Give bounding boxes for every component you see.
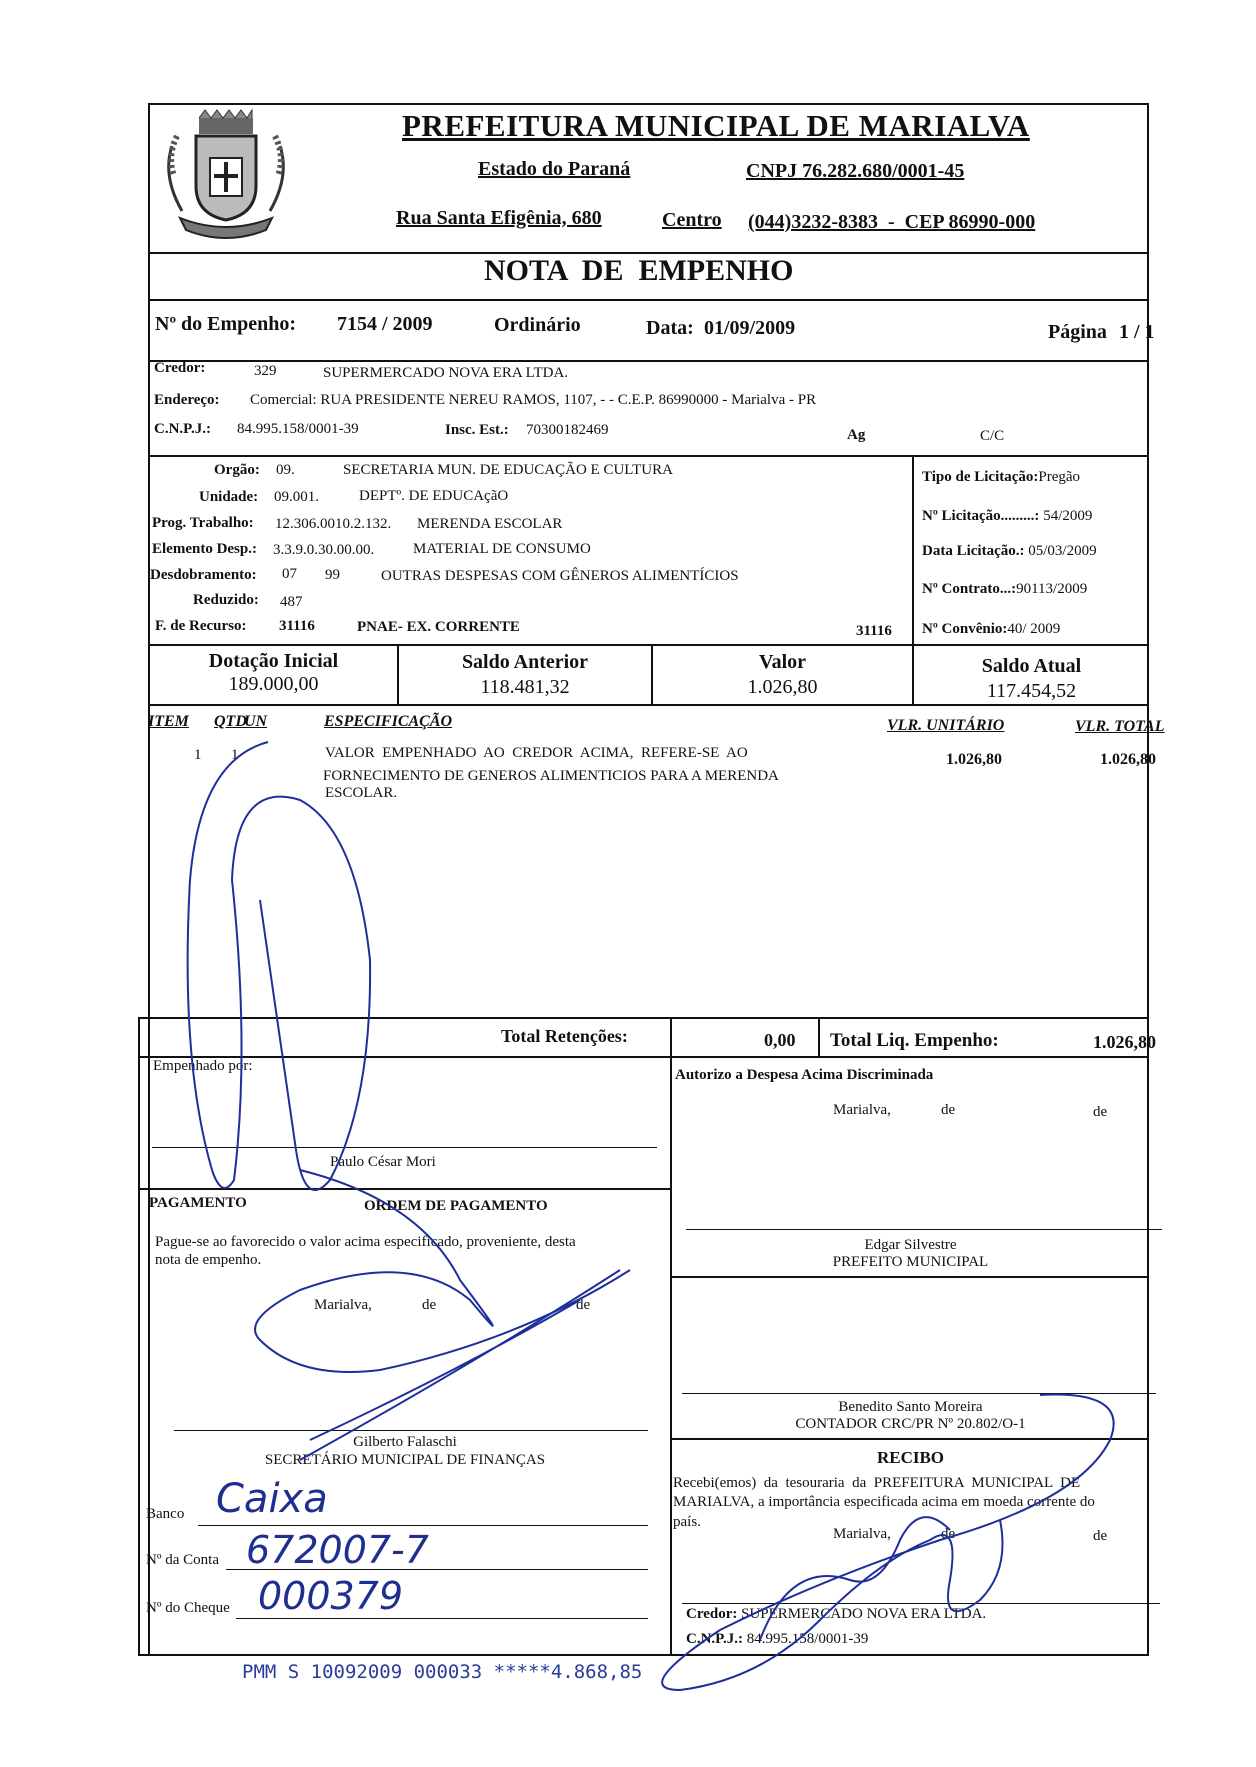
col-header-un: UN bbox=[244, 713, 268, 730]
recurso-code: 31116 bbox=[279, 618, 315, 634]
retencoes-value: 0,00 bbox=[764, 1030, 796, 1050]
recibo-credor: Credor: SUPERMERCADO NOVA ERA LTDA. bbox=[686, 1606, 987, 1622]
col-header-qtd: QTD bbox=[214, 713, 247, 730]
secretario-role: SECRETÁRIO MUNICIPAL DE FINANÇAS bbox=[264, 1452, 546, 1468]
col-header-especificacao: ESPECIFICAÇÃO bbox=[324, 713, 453, 730]
desdobramento-name: OUTRAS DESPESAS COM GÊNEROS ALIMENTÍCIOS bbox=[381, 568, 739, 584]
elemento-code: 3.3.9.0.30.00.00. bbox=[273, 542, 375, 558]
empenho-type: Ordinário bbox=[494, 314, 581, 336]
address-label: Endereço: bbox=[154, 392, 220, 408]
prog-label: Prog. Trabalho: bbox=[152, 515, 254, 531]
dotacao-inicial-label: Dotação Inicial bbox=[208, 650, 339, 672]
reduzido-label: Reduzido: bbox=[193, 592, 259, 608]
total-liquido-label: Total Liq. Empenho: bbox=[830, 1030, 999, 1051]
recurso-code-right: 31116 bbox=[856, 623, 892, 639]
elemento-name: MATERIAL DE CONSUMO bbox=[413, 541, 591, 557]
orgao-label: Orgão: bbox=[214, 462, 260, 478]
recibo-de-1: de bbox=[941, 1526, 956, 1542]
payment-stamp: PMM S 10092009 000033 *****4.868,85 bbox=[242, 1661, 643, 1683]
credor-code: 329 bbox=[254, 363, 277, 379]
insc-value: 70300182469 bbox=[526, 422, 609, 438]
cnpj-header: CNPJ 76.282.680/0001-45 bbox=[746, 160, 965, 182]
ag-label: Ag bbox=[847, 427, 866, 443]
prog-name: MERENDA ESCOLAR bbox=[417, 516, 563, 532]
item-spec-line-3: ESCOLAR. bbox=[325, 785, 398, 801]
item-spec-line-2: FORNECIMENTO DE GENEROS ALIMENTICIOS PARA A MERENDA bbox=[323, 768, 779, 784]
secretario-name: Gilberto Falaschi bbox=[353, 1434, 457, 1450]
credor-name: SUPERMERCADO NOVA ERA LTDA. bbox=[323, 365, 569, 381]
autorizo-de-1: de bbox=[941, 1102, 956, 1118]
contador-role: CONTADOR CRC/PR Nº 20.802/O-1 bbox=[795, 1416, 1026, 1432]
desdobramento-code2: 99 bbox=[325, 567, 340, 583]
contador-name: Benedito Santo Moreira bbox=[838, 1399, 983, 1415]
date-label: Data: bbox=[646, 317, 694, 339]
item-unit-value: 1.026,80 bbox=[946, 751, 1002, 768]
convenio-number: Nº Convênio:40/ 2009 bbox=[922, 621, 1061, 637]
pagamento-text-line-1: Pague-se ao favorecido o valor acima especificado, proveniente, desta bbox=[155, 1234, 576, 1250]
empenho-number: 7154 / 2009 bbox=[337, 313, 433, 335]
saldo-anterior-label: Saldo Anterior bbox=[461, 651, 589, 673]
document-title: NOTA DE EMPENHO bbox=[484, 254, 794, 287]
state-name: Estado do Paraná bbox=[478, 158, 631, 180]
dotacao-inicial-value: 189.000,00 bbox=[228, 673, 319, 695]
district: Centro bbox=[662, 209, 722, 231]
recibo-city: Marialva, bbox=[833, 1526, 891, 1542]
page-title: PREFEITURA MUNICIPAL DE MARIALVA bbox=[402, 108, 1030, 143]
signature-stroke bbox=[300, 1270, 620, 1460]
signature-stroke bbox=[188, 742, 370, 1190]
saldo-atual-value: 117.454,52 bbox=[986, 680, 1077, 702]
valor-value: 1.026,80 bbox=[747, 676, 818, 698]
empenhado-por-name: Paulo César Mori bbox=[330, 1154, 436, 1170]
licitacao-number: Nº Licitação.........: 54/2009 bbox=[922, 508, 1093, 524]
item-spec-line-1: VALOR EMPENHADO AO CREDOR ACIMA, REFERE-SE AO bbox=[325, 745, 748, 761]
recibo-de-2: de bbox=[1093, 1528, 1108, 1544]
item-qtd: 1 bbox=[231, 747, 239, 763]
total-liquido-value: 1.026,80 bbox=[1093, 1032, 1156, 1052]
recibo-text-line-2: MARIALVA, a importância especificada acima em moeda corrente do bbox=[673, 1494, 1095, 1510]
conta-label: Nº da Conta bbox=[146, 1552, 219, 1568]
insc-label: Insc. Est.: bbox=[445, 422, 509, 438]
empenhado-por-label: Empenhado por: bbox=[153, 1058, 253, 1074]
reduzido-value: 487 bbox=[280, 594, 303, 610]
pagamento-de-1: de bbox=[422, 1297, 437, 1313]
recibo-cnpj: C.N.P.J.: 84.995.158/0001-39 bbox=[686, 1631, 869, 1647]
col-header-total-value: VLR. TOTAL bbox=[1075, 718, 1165, 735]
unidade-name: DEPTº. DE EDUCAçãO bbox=[359, 488, 509, 504]
recurso-name: PNAE- EX. CORRENTE bbox=[357, 619, 520, 635]
cnpj-label: C.N.P.J.: bbox=[154, 421, 211, 437]
signature-stroke bbox=[662, 1395, 1113, 1690]
recibo-title: RECIBO bbox=[876, 1448, 945, 1467]
prog-code: 12.306.0010.2.132. bbox=[275, 516, 392, 532]
banco-value: Caixa bbox=[216, 1476, 328, 1522]
signature-stroke bbox=[760, 1517, 950, 1640]
pagamento-de-2: de bbox=[576, 1297, 591, 1313]
signature-stroke bbox=[255, 1170, 630, 1372]
street-address: Rua Santa Efigênia, 680 bbox=[396, 207, 602, 229]
col-header-item: ITEM bbox=[148, 713, 189, 730]
saldo-anterior-value: 118.481,32 bbox=[480, 676, 570, 698]
elemento-label: Elemento Desp.: bbox=[152, 541, 257, 557]
conta-value: 672007-7 bbox=[246, 1528, 429, 1572]
saldo-atual-label: Saldo Atual bbox=[981, 655, 1082, 677]
item-number: 1 bbox=[194, 747, 202, 763]
pagamento-city: Marialva, bbox=[314, 1297, 372, 1313]
autorizo-de-2: de bbox=[1093, 1104, 1108, 1120]
credor-cnpj: 84.995.158/0001-39 bbox=[237, 421, 359, 437]
credor-address: Comercial: RUA PRESIDENTE NEREU RAMOS, 1107, - - C.E.P. 86990000 - Marialva - PR bbox=[250, 392, 817, 408]
unidade-label: Unidade: bbox=[199, 489, 259, 505]
recibo-text-line-3: país. bbox=[673, 1514, 701, 1530]
prefeito-name: Edgar Silvestre bbox=[864, 1237, 957, 1253]
item-total-value: 1.026,80 bbox=[1100, 751, 1156, 768]
recurso-label: F. de Recurso: bbox=[155, 618, 247, 634]
empenho-date: 01/09/2009 bbox=[704, 317, 796, 339]
empenho-number-label: Nº do Empenho: bbox=[155, 313, 297, 335]
retencoes-label: Total Retenções: bbox=[501, 1026, 628, 1046]
desdobramento-label: Desdobramento: bbox=[150, 567, 257, 583]
orgao-code: 09. bbox=[276, 462, 295, 478]
licitacao-date: Data Licitação.: 05/03/2009 bbox=[922, 543, 1097, 559]
page-label: Página bbox=[1048, 321, 1107, 343]
desdobramento-code1: 07 bbox=[282, 566, 297, 582]
licitacao-type: Tipo de Licitação:Pregão bbox=[922, 469, 1081, 485]
autorizo-label: Autorizo a Despesa Acima Discriminada bbox=[675, 1067, 934, 1083]
cheque-value: 000379 bbox=[258, 1574, 404, 1618]
ordem-pagamento-title: ORDEM DE PAGAMENTO bbox=[364, 1198, 548, 1214]
unidade-code: 09.001. bbox=[274, 489, 319, 505]
credor-label: Credor: bbox=[154, 360, 206, 376]
cc-label: C/C bbox=[980, 428, 1005, 444]
page-number: 1 / 1 bbox=[1119, 321, 1155, 343]
contrato-number: Nº Contrato...:90113/2009 bbox=[922, 581, 1088, 597]
autorizo-city: Marialva, bbox=[833, 1102, 891, 1118]
cheque-label: Nº do Cheque bbox=[146, 1600, 230, 1616]
orgao-name: SECRETARIA MUN. DE EDUCAÇÃO E CULTURA bbox=[343, 462, 673, 478]
pagamento-text-line-2: nota de empenho. bbox=[155, 1252, 262, 1268]
phone-cep: (044)3232-8383 - CEP 86990-000 bbox=[748, 211, 1036, 233]
banco-label: Banco bbox=[146, 1506, 185, 1522]
recibo-text-line-1: Recebi(emos) da tesouraria da PREFEITURA MUNICIPAL DE bbox=[673, 1475, 1081, 1491]
prefeito-role: PREFEITO MUNICIPAL bbox=[832, 1254, 989, 1270]
col-header-unit-value: VLR. UNITÁRIO bbox=[887, 717, 1005, 734]
valor-label: Valor bbox=[758, 651, 807, 673]
pagamento-label: PAGAMENTO bbox=[149, 1195, 247, 1211]
